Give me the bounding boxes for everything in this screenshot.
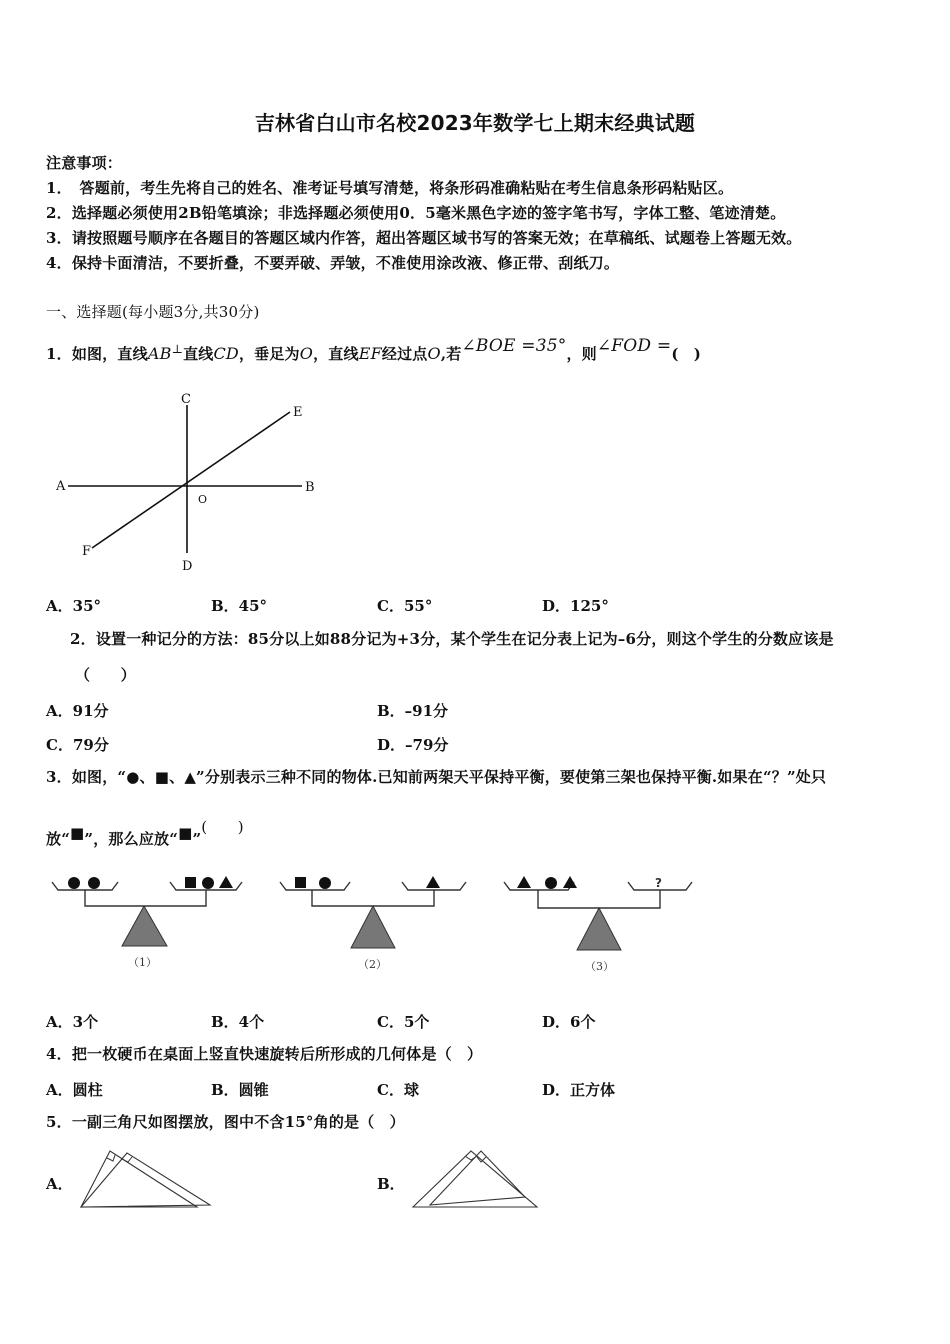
q1-ask: ∠FOD = (596, 336, 672, 356)
label-a: A (56, 479, 66, 494)
q4-option-c[interactable]: C．球 (377, 1081, 419, 1099)
q4-option-d[interactable]: D．正方体 (542, 1081, 616, 1099)
q3-option-d[interactable]: D．6个 (542, 1013, 596, 1031)
scale-label-2: （2） (358, 958, 387, 971)
q5-option-a[interactable]: A． (46, 1175, 73, 1193)
section-heading: 一、选择题(每小题3分,共30分) (46, 303, 260, 321)
q2-stem: 2．设置一种记分的方法：85分以上如88分记为+3分，某个学生在记分表上记为–6分，则这个学生的分数应该是 (70, 630, 834, 648)
q2-option-b[interactable]: B．–91分 (377, 702, 449, 720)
q3-stem-2: 放“■”，那么应放“■”( ) (46, 818, 244, 848)
label-d: D (182, 559, 193, 574)
q1-figure (40, 385, 340, 580)
q1-stem: 1．如图，直线AB⊥直线CD，垂足为O，直线EF经过点O,若∠BOE =35°，则∠FOD =( ) (46, 336, 702, 363)
notice-item-4: 4．保持卡面清洁，不要折叠，不要弄破、弄皱，不准使用涂改液、修正带、刮纸刀。 (46, 254, 620, 272)
balance-3 (504, 876, 692, 973)
notice-item-2: 2．选择题必须使用2B铅笔填涂；非选择题必须使用0．5毫米黑色字迹的签字笔书写，字体工整、笔迹清楚。 (46, 204, 786, 222)
scale-label-3: （3） (585, 960, 614, 973)
q2-option-c[interactable]: C．79分 (46, 736, 109, 754)
label-o: O (198, 493, 208, 506)
q1-option-a[interactable]: A．35° (46, 597, 102, 615)
q5-option-b[interactable]: B． (377, 1175, 405, 1193)
q1-option-c[interactable]: C．55° (377, 597, 433, 615)
q4-stem: 4．把一枚硬币在桌面上竖直快速旋转后所形成的几何体是（ ） (46, 1045, 483, 1063)
label-f: F (82, 544, 92, 559)
label-c: C (181, 392, 191, 407)
scale-label-1: （1） (128, 956, 157, 969)
notice-item-1: 1． 答题前，考生先将自己的姓名、准考证号填写清楚，将条形码准确粘贴在考生信息条形码粘贴区。 (46, 179, 734, 197)
q3-option-c[interactable]: C．5个 (377, 1013, 430, 1031)
q4-option-a[interactable]: A．圆柱 (46, 1081, 103, 1099)
q5-figure-b (405, 1145, 550, 1215)
label-b: B (305, 480, 315, 495)
q5-figure-a (75, 1145, 220, 1215)
q3-balance-figure (40, 868, 720, 978)
page-title: 吉林省白山市名校2023年数学七上期末经典试题 (254, 111, 696, 135)
q5-stem: 5．一副三角尺如图摆放，图中不含15°角的是（ ） (46, 1113, 405, 1131)
q1-option-d[interactable]: D．125° (542, 597, 609, 615)
balance-1 (52, 876, 242, 969)
notice-item-3: 3．请按照题号顺序在各题目的答题区域内作答，超出答题区域书写的答案无效；在草稿纸、试题卷上答题无效。 (46, 229, 802, 247)
q3-option-a[interactable]: A．3个 (46, 1013, 99, 1031)
label-e: E (293, 405, 303, 420)
question-mark: ? (655, 876, 662, 890)
q2-option-d[interactable]: D．–79分 (377, 736, 449, 754)
balance-2 (280, 876, 466, 971)
q1-option-b[interactable]: B．45° (211, 597, 268, 615)
line-ef (92, 412, 290, 548)
q3-stem: 3．如图，“●、■、▲”分别表示三种不同的物体.已知前两架天平保持平衡，要使第三架也保持平衡.如果在“？”处只 (46, 768, 827, 786)
q1-condition: ∠BOE =35° (461, 336, 567, 356)
q3-option-b[interactable]: B．4个 (211, 1013, 265, 1031)
q2-option-a[interactable]: A．91分 (46, 702, 109, 720)
q4-option-b[interactable]: B．圆锥 (211, 1081, 269, 1099)
q2-paren: （ ） (75, 666, 136, 684)
notice-heading: 注意事项： (46, 154, 123, 172)
